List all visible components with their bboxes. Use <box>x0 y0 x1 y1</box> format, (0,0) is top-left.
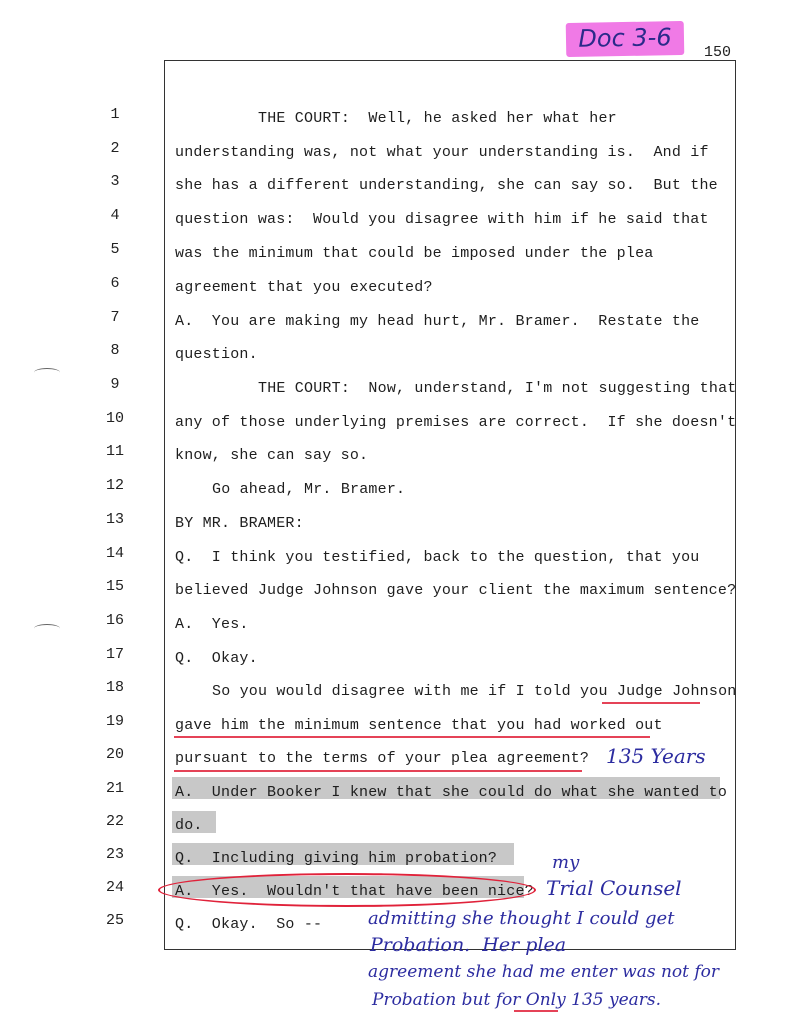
line-number: 12 <box>105 477 124 494</box>
line-number: 8 <box>110 342 120 359</box>
transcript-line: BY MR. BRAMER: <box>175 515 304 532</box>
red-underline <box>174 770 582 772</box>
transcript-line: Q. Okay. So -- <box>175 916 323 933</box>
transcript-line: she has a different understanding, she can say so. But the <box>175 177 718 194</box>
line-number: 20 <box>105 746 124 763</box>
line-number: 13 <box>105 511 124 528</box>
line-number: 9 <box>110 376 120 393</box>
transcript-line: A. You are making my head hurt, Mr. Bramer. Restate the <box>175 313 700 330</box>
document-stamp <box>566 21 685 57</box>
red-underline <box>174 736 650 738</box>
red-underline <box>602 702 700 704</box>
line-number: 6 <box>110 275 120 292</box>
transcript-line: Go ahead, Mr. Bramer. <box>212 481 406 498</box>
line-number: 21 <box>105 780 124 797</box>
handwritten-note: 135 Years <box>606 744 706 768</box>
margin-mark <box>34 624 60 633</box>
transcript-line: THE COURT: Now, understand, I'm not suggesting that <box>258 380 737 397</box>
handwritten-note: admitting she thought I could get <box>368 908 675 929</box>
line-number: 19 <box>105 713 124 730</box>
line-number: 2 <box>110 140 120 157</box>
line-number: 1 <box>110 106 120 123</box>
line-number: 7 <box>110 309 120 326</box>
line-number: 15 <box>105 578 124 595</box>
line-number: 24 <box>105 879 124 896</box>
handwritten-note: Probation but for Only 135 years. <box>372 990 662 1010</box>
transcript-line: A. Under Booker I knew that she could do what she wanted to <box>175 784 728 801</box>
line-number: 4 <box>110 207 120 224</box>
handwritten-note: my <box>552 852 580 873</box>
transcript-line: believed Judge Johnson gave your client the maximum sentence? <box>175 582 737 599</box>
transcript-line: gave him the minimum sentence that you had worked out <box>175 717 663 734</box>
red-circle-annotation <box>158 873 536 907</box>
transcript-line: was the minimum that could be imposed under the plea <box>175 245 654 262</box>
handwritten-note: Trial Counsel <box>546 876 682 900</box>
transcript-line: A. Yes. Wouldn't that have been nice? <box>175 883 534 900</box>
transcript-line: know, she can say so. <box>175 447 369 464</box>
transcript-line: Q. I think you testified, back to the question, that you <box>175 549 700 566</box>
margin-mark <box>34 368 60 377</box>
handwritten-note: Probation. Her plea <box>370 934 567 956</box>
transcript-line: A. Yes. <box>175 616 249 633</box>
transcript-line: THE COURT: Well, he asked her what her <box>258 110 617 127</box>
line-number: 5 <box>110 241 120 258</box>
transcript-line: pursuant to the terms of your plea agreement? <box>175 750 590 767</box>
handwritten-note: agreement she had me enter was not for <box>368 962 720 982</box>
stamp-text: Doc 3-6 <box>578 23 672 53</box>
line-number: 18 <box>105 679 124 696</box>
line-number: 22 <box>105 813 124 830</box>
line-number: 3 <box>110 173 120 190</box>
red-underline <box>514 1010 558 1012</box>
line-number: 11 <box>105 443 124 460</box>
transcript-line: question. <box>175 346 258 363</box>
line-number: 23 <box>105 846 124 863</box>
transcript-line: Q. Okay. <box>175 650 258 667</box>
line-number: 14 <box>105 545 124 562</box>
line-number: 10 <box>105 410 124 427</box>
line-number: 25 <box>105 912 124 929</box>
transcript-line: Q. Including giving him probation? <box>175 850 498 867</box>
page-number: 150 <box>704 44 732 61</box>
line-number: 16 <box>105 612 124 629</box>
transcript-line: do. <box>175 817 203 834</box>
transcript-line: So you would disagree with me if I told you Judge Johnson <box>212 683 737 700</box>
transcript-line: agreement that you executed? <box>175 279 433 296</box>
transcript-line: understanding was, not what your understanding is. And if <box>175 144 709 161</box>
line-number: 17 <box>105 646 124 663</box>
transcript-line: question was: Would you disagree with him if he said that <box>175 211 709 228</box>
transcript-line: any of those underlying premises are correct. If she doesn't <box>175 414 737 431</box>
